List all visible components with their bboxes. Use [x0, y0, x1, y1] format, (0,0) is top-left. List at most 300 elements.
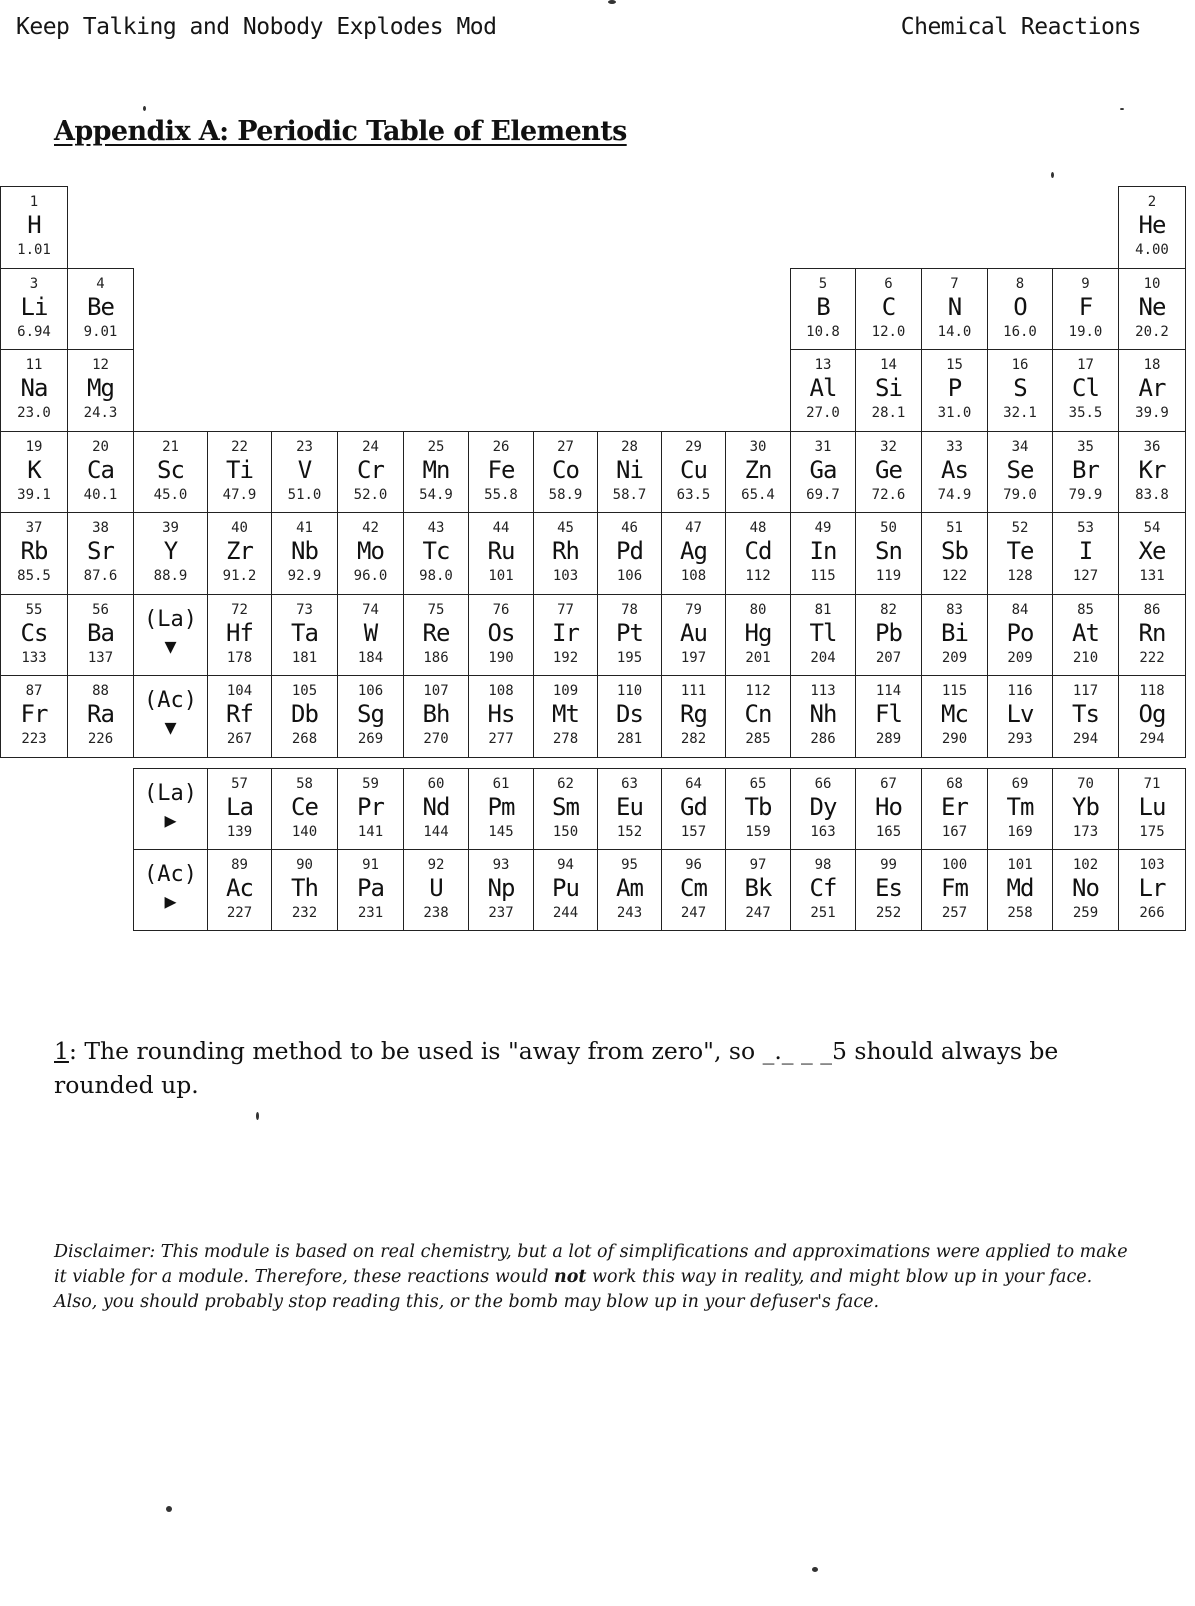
element-number: 3 [29, 275, 39, 292]
element-symbol: C [881, 292, 896, 321]
element-number: 66 [814, 776, 832, 792]
element-mass: 122 [941, 568, 968, 584]
element-number: 76 [492, 601, 510, 618]
element-cell-ca [67, 431, 134, 514]
footnote-marker: 1 [54, 1037, 69, 1065]
footnote-text: : The rounding method to be used is "away from zero", so _._ _ _5 should always be rounded up. [54, 1037, 1059, 1099]
element-symbol: Rg [680, 700, 707, 728]
element-number: 81 [814, 601, 832, 618]
element-mass: 9.01 [83, 323, 118, 340]
element-cell-n [921, 268, 988, 351]
element-symbol: Li [20, 292, 48, 321]
element-cell-as [921, 431, 988, 514]
element-cell-ds [597, 675, 662, 758]
element-number: 48 [749, 520, 767, 536]
element-number: 8 [1015, 275, 1025, 292]
element-mass: 133 [21, 649, 47, 666]
element-cell-la [207, 768, 272, 850]
element-mass: 237 [488, 905, 514, 921]
element-cell-hs [468, 675, 534, 758]
element-mass: 209 [941, 649, 968, 666]
element-number: 64 [685, 776, 702, 792]
element-symbol: Cl [1072, 374, 1099, 402]
element-mass: 167 [941, 824, 968, 840]
element-cell-cn [725, 675, 791, 758]
ink-speck [166, 1506, 172, 1512]
element-number: 55 [25, 601, 43, 618]
series-placeholder-cell [133, 594, 208, 677]
element-cell-pa [337, 849, 404, 931]
element-number: 33 [946, 438, 963, 455]
element-symbol: Cr [357, 455, 384, 484]
element-symbol: Lr [1138, 874, 1166, 902]
element-mass: 268 [291, 731, 318, 747]
element-mass: 91.2 [222, 568, 257, 584]
element-symbol: Mo [357, 537, 384, 565]
element-number: 111 [680, 683, 707, 699]
element-number: 15 [946, 357, 963, 373]
element-cell-fe [468, 431, 534, 514]
element-symbol: Zr [226, 537, 253, 565]
element-cell-y [133, 512, 208, 595]
element-mass: 285 [745, 731, 771, 747]
element-cell-nd [403, 768, 469, 850]
element-number: 107 [423, 683, 449, 699]
element-cell-zr [207, 512, 272, 595]
element-number: 9 [1081, 275, 1090, 292]
element-cell-sb [921, 512, 988, 595]
element-mass: 35.5 [1068, 405, 1103, 421]
element-mass: 141 [357, 824, 384, 840]
element-number: 47 [685, 520, 702, 536]
element-cell-ba [67, 594, 134, 677]
ink-speck [1120, 108, 1124, 110]
element-cell-au [661, 594, 726, 677]
element-mass: 96.0 [353, 568, 388, 584]
element-mass: 52.0 [353, 486, 388, 503]
element-number: 28 [621, 438, 638, 455]
element-mass: 251 [810, 905, 836, 921]
element-cell-k [0, 431, 68, 514]
element-symbol: He [1138, 211, 1166, 239]
element-number: 2 [1147, 194, 1157, 210]
element-number: 117 [1072, 683, 1099, 699]
element-cell-sn [855, 512, 922, 595]
element-cell-b [790, 268, 856, 351]
element-symbol: N [947, 292, 962, 321]
element-mass: 207 [875, 649, 902, 666]
series-placeholder-label: (Ac) [144, 688, 197, 713]
element-mass: 108 [680, 568, 707, 584]
element-cell-at [1052, 594, 1119, 677]
element-symbol: Gd [680, 793, 707, 821]
element-number: 87 [25, 683, 43, 699]
element-symbol: Tc [422, 537, 450, 565]
element-symbol: Cu [680, 455, 707, 484]
element-cell-rg [661, 675, 726, 758]
element-cell-pm [468, 768, 534, 850]
element-symbol: La [226, 793, 253, 821]
element-number: 56 [92, 601, 109, 618]
element-symbol: Ce [291, 793, 318, 821]
element-cell-rn [1118, 594, 1186, 677]
element-mass: 232 [291, 905, 318, 921]
element-cell-cm [661, 849, 726, 931]
element-mass: 137 [87, 649, 114, 666]
element-cell-db [271, 675, 338, 758]
element-number: 100 [941, 857, 968, 873]
element-cell-ti [207, 431, 272, 514]
element-mass: 238 [423, 905, 449, 921]
element-symbol: Ir [552, 618, 579, 647]
element-mass: 247 [745, 905, 771, 921]
element-number: 46 [621, 520, 638, 536]
element-symbol: Au [680, 618, 707, 647]
disclaimer-text-2: work this way in reality, and might blow up in your face. [586, 1267, 1093, 1287]
element-mass: 223 [21, 731, 47, 747]
element-number: 82 [880, 601, 897, 618]
element-mass: 63.5 [676, 486, 711, 503]
element-symbol: Bk [744, 874, 772, 902]
element-mass: 270 [423, 731, 449, 747]
ink-speck [1051, 172, 1054, 178]
element-mass: 173 [1072, 824, 1099, 840]
element-mass: 282 [680, 731, 707, 747]
element-number: 77 [557, 601, 574, 618]
element-cell-fl [855, 675, 922, 758]
element-symbol: Po [1006, 618, 1034, 647]
element-number: 89 [231, 857, 248, 873]
element-number: 80 [749, 601, 767, 618]
element-number: 45 [557, 520, 574, 536]
element-symbol: Dy [809, 793, 837, 821]
element-number: 71 [1143, 776, 1161, 792]
element-symbol: Ga [809, 455, 837, 484]
element-number: 60 [427, 776, 445, 792]
element-cell-lr [1118, 849, 1186, 931]
element-cell-po [987, 594, 1053, 677]
element-mass: 65.4 [741, 486, 775, 503]
element-cell-cs [0, 594, 68, 677]
element-symbol: Co [552, 455, 579, 484]
element-cell-hf [207, 594, 272, 677]
element-symbol: Rf [226, 700, 253, 728]
element-mass: 32.1 [1003, 405, 1037, 421]
element-symbol: Rn [1138, 618, 1166, 647]
element-mass: 112 [745, 568, 771, 584]
element-symbol: Tl [809, 618, 837, 647]
element-number: 25 [427, 438, 445, 455]
element-symbol: Rh [552, 537, 579, 565]
element-symbol: Fe [487, 455, 515, 484]
element-cell-cr [337, 431, 404, 514]
element-mass: 192 [552, 649, 579, 666]
element-mass: 98.0 [419, 568, 453, 584]
element-cell-md [987, 849, 1053, 931]
element-cell-am [597, 849, 662, 931]
element-mass: 197 [680, 649, 707, 666]
element-cell-si [855, 349, 922, 432]
element-number: 63 [621, 776, 638, 792]
element-mass: 128 [1007, 568, 1033, 584]
element-number: 79 [685, 601, 702, 618]
element-mass: 39.1 [17, 486, 51, 503]
element-mass: 175 [1139, 824, 1165, 840]
element-number: 4 [96, 275, 105, 292]
element-cell-bi [921, 594, 988, 677]
element-symbol: Th [291, 874, 318, 902]
element-number: 27 [557, 438, 574, 455]
element-mass: 150 [552, 824, 579, 840]
element-cell-sr [67, 512, 134, 595]
element-mass: 210 [1072, 649, 1099, 666]
element-number: 10 [1143, 275, 1161, 292]
element-symbol: Ar [1138, 374, 1166, 402]
element-number: 41 [296, 520, 313, 536]
element-number: 104 [226, 683, 253, 699]
element-mass: 157 [680, 824, 707, 840]
element-mass: 267 [226, 731, 253, 747]
element-mass: 24.3 [83, 405, 118, 421]
element-cell-ne [1118, 268, 1186, 351]
element-symbol: Na [20, 374, 48, 402]
element-mass: 58.7 [612, 486, 647, 503]
element-mass: 39.9 [1135, 405, 1169, 421]
element-mass: 131 [1139, 568, 1165, 584]
element-mass: 6.94 [17, 323, 51, 340]
element-symbol: Es [875, 874, 902, 902]
element-symbol: Be [87, 292, 114, 321]
element-mass: 28.1 [871, 405, 906, 421]
element-symbol: Si [875, 374, 902, 402]
element-symbol: Pa [357, 874, 384, 902]
element-mass: 184 [357, 649, 384, 666]
element-number: 18 [1143, 357, 1161, 373]
element-symbol: Nb [291, 537, 318, 565]
element-cell-pd [597, 512, 662, 595]
element-mass: 10.8 [806, 323, 840, 340]
element-mass: 1.01 [17, 242, 51, 258]
element-symbol: Cf [809, 874, 837, 902]
element-mass: 294 [1139, 731, 1165, 747]
element-mass: 72.6 [871, 486, 906, 503]
element-number: 43 [427, 520, 445, 536]
element-mass: 45.0 [153, 486, 188, 503]
element-symbol: Ac [226, 874, 253, 902]
element-number: 52 [1011, 520, 1029, 536]
element-number: 58 [296, 776, 313, 792]
element-cell-rb [0, 512, 68, 595]
series-placeholder-label: (La) [144, 781, 197, 806]
element-mass: 181 [291, 649, 318, 666]
element-mass: 163 [810, 824, 836, 840]
element-number: 72 [231, 601, 248, 618]
element-number: 30 [749, 438, 767, 455]
element-number: 116 [1007, 683, 1033, 699]
element-symbol: Pm [487, 793, 515, 821]
element-mass: 85.5 [17, 568, 51, 584]
element-number: 19 [25, 438, 43, 455]
element-cell-zn [725, 431, 791, 514]
element-mass: 16.0 [1003, 323, 1037, 340]
element-cell-nb [271, 512, 338, 595]
element-symbol: F [1078, 292, 1093, 321]
element-cell-sc [133, 431, 208, 514]
element-symbol: Np [487, 874, 515, 902]
series-placeholder-label: (Ac) [144, 862, 197, 887]
element-symbol: Cn [744, 700, 772, 728]
series-placeholder-cell [133, 849, 208, 931]
element-symbol: U [429, 874, 443, 902]
element-mass: 289 [875, 731, 902, 747]
element-symbol: Cm [680, 874, 707, 902]
element-mass: 54.9 [419, 486, 453, 503]
element-cell-ra [67, 675, 134, 758]
series-placeholder-cell [133, 675, 208, 758]
element-symbol: H [27, 211, 41, 239]
element-symbol: Yb [1072, 793, 1099, 821]
element-symbol: Pu [552, 874, 579, 902]
element-symbol: Ne [1138, 292, 1166, 321]
element-symbol: Kr [1138, 455, 1166, 484]
element-number: 103 [1139, 857, 1165, 873]
element-number: 112 [745, 683, 771, 699]
element-cell-cu [661, 431, 726, 514]
element-mass: 201 [745, 649, 771, 666]
element-mass: 23.0 [17, 405, 51, 421]
element-number: 26 [492, 438, 510, 455]
element-number: 75 [427, 601, 445, 618]
element-number: 40 [231, 520, 248, 536]
element-number: 34 [1011, 438, 1029, 455]
element-mass: 88.9 [153, 568, 188, 584]
element-symbol: Te [1006, 537, 1034, 565]
element-mass: 294 [1072, 731, 1099, 747]
element-number: 115 [941, 683, 968, 699]
element-symbol: Os [487, 618, 515, 647]
element-cell-fm [921, 849, 988, 931]
element-cell-u [403, 849, 469, 931]
element-number: 68 [946, 776, 963, 792]
element-number: 99 [880, 857, 897, 873]
element-cell-lv [987, 675, 1053, 758]
element-mass: 101 [488, 568, 514, 584]
element-mass: 127 [1072, 568, 1099, 584]
element-symbol: Ta [291, 618, 318, 647]
element-mass: 27.0 [806, 405, 840, 421]
element-symbol: Ti [226, 455, 253, 484]
element-number: 51 [946, 520, 963, 536]
element-number: 109 [552, 683, 579, 699]
element-number: 73 [296, 601, 313, 618]
element-symbol: Mt [552, 700, 579, 728]
element-number: 38 [92, 520, 109, 536]
element-cell-dy [790, 768, 856, 850]
element-mass: 209 [1007, 649, 1033, 666]
element-symbol: No [1072, 874, 1099, 902]
element-mass: 243 [616, 905, 643, 921]
element-mass: 257 [941, 905, 968, 921]
element-number: 44 [492, 520, 510, 536]
element-cell-th [271, 849, 338, 931]
element-cell-cd [725, 512, 791, 595]
element-cell-al [790, 349, 856, 432]
element-mass: 40.1 [83, 486, 118, 503]
element-symbol: Y [163, 537, 178, 565]
element-mass: 55.8 [484, 486, 518, 503]
element-symbol: W [363, 618, 378, 647]
element-symbol: Sm [552, 793, 579, 821]
element-mass: 4.00 [1135, 242, 1169, 258]
element-mass: 190 [488, 649, 514, 666]
element-symbol: Bh [422, 700, 450, 728]
element-mass: 204 [810, 649, 836, 666]
element-mass: 222 [1139, 649, 1165, 666]
element-symbol: Sn [875, 537, 902, 565]
element-number: 70 [1077, 776, 1094, 792]
element-number: 20 [92, 438, 109, 455]
element-number: 92 [427, 857, 445, 873]
element-symbol: Bi [941, 618, 968, 647]
element-number: 105 [291, 683, 318, 699]
element-mass: 152 [616, 824, 643, 840]
element-number: 110 [616, 683, 643, 699]
element-mass: 281 [616, 731, 643, 747]
element-mass: 74.9 [937, 486, 972, 503]
element-mass: 278 [552, 731, 579, 747]
ink-speck [608, 0, 616, 4]
ink-speck [143, 106, 146, 111]
element-cell-w [337, 594, 404, 677]
element-mass: 51.0 [287, 486, 322, 503]
page-title: Appendix A: Periodic Table of Elements [54, 116, 627, 147]
element-cell-tm [987, 768, 1053, 850]
element-number: 102 [1072, 857, 1099, 873]
element-mass: 12.0 [871, 323, 906, 340]
element-cell-ag [661, 512, 726, 595]
element-cell-h [0, 186, 68, 269]
element-number: 95 [621, 857, 638, 873]
element-number: 7 [950, 275, 959, 292]
element-cell-na [0, 349, 68, 432]
element-cell-ir [533, 594, 598, 677]
element-number: 96 [685, 857, 702, 873]
element-mass: 244 [552, 905, 579, 921]
element-cell-fr [0, 675, 68, 758]
element-mass: 144 [423, 824, 449, 840]
element-symbol: Ge [875, 455, 902, 484]
element-mass: 259 [1072, 905, 1099, 921]
element-cell-gd [661, 768, 726, 850]
element-number: 54 [1143, 520, 1161, 536]
element-symbol: As [941, 455, 968, 484]
element-symbol: B [816, 292, 830, 321]
element-cell-te [987, 512, 1053, 595]
element-mass: 20.2 [1135, 323, 1169, 340]
element-number: 11 [25, 357, 43, 373]
element-cell-eu [597, 768, 662, 850]
element-cell-tl [790, 594, 856, 677]
element-cell-s [987, 349, 1053, 432]
element-mass: 69.7 [806, 486, 840, 503]
element-symbol: Sg [357, 700, 384, 728]
element-symbol: Tb [744, 793, 772, 821]
element-cell-mo [337, 512, 404, 595]
element-cell-pb [855, 594, 922, 677]
element-mass: 293 [1007, 731, 1033, 747]
header-right-title: Chemical Reactions [900, 14, 1141, 40]
element-mass: 165 [875, 824, 902, 840]
